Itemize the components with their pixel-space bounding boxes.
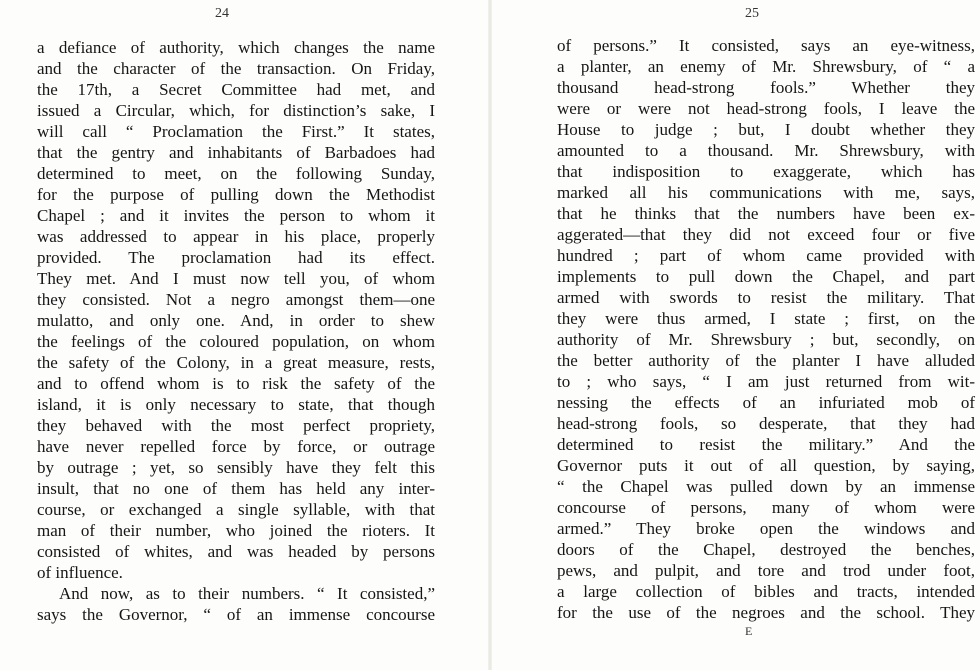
text-line: will call “ Proclamation the First.” It states, bbox=[37, 122, 435, 141]
text-line: that he thinks that the numbers have been ex- bbox=[557, 204, 975, 223]
text-line: “ the Chapel was pulled down by an immense bbox=[557, 477, 975, 496]
text-line: says the Governor, “ of an immense concourse bbox=[37, 605, 435, 624]
text-line: a planter, an enemy of Mr. Shrewsbury, of “ a bbox=[557, 57, 975, 76]
left-page-text bbox=[37, 37, 435, 625]
text-line: a large collection of bibles and tracts, intended bbox=[557, 582, 975, 601]
text-line: pews, and pulpit, and tore and trod under foot, bbox=[557, 561, 975, 580]
text-line: head-strong fools, so desperate, that they had bbox=[557, 414, 975, 433]
text-line: of influence. bbox=[37, 563, 123, 582]
text-line: aggerated—that they did not exceed four or five bbox=[557, 225, 975, 244]
text-line: insult, that no one of them has held any inter- bbox=[37, 479, 435, 498]
text-line: implements to pull down the Chapel, and part bbox=[557, 267, 975, 286]
text-line: House to judge ; but, I doubt whether they bbox=[557, 120, 975, 139]
text-line: determined to meet, on the following Sunday, bbox=[37, 164, 435, 183]
text-line: they behaved with the most perfect propriety, bbox=[37, 416, 435, 435]
text-line: mulatto, and only one. And, in order to shew bbox=[37, 311, 435, 330]
text-line: island, it is only necessary to state, that though bbox=[37, 395, 435, 414]
text-line: course, or exchanged a single syllable, with that bbox=[37, 500, 435, 519]
right-page-text bbox=[557, 35, 975, 623]
text-line: the safety of the Colony, in a great measure, rests, bbox=[37, 353, 435, 372]
text-line: Governor puts it out of all question, by saying, bbox=[557, 456, 975, 475]
text-line: that indisposition to exaggerate, which has bbox=[557, 162, 975, 181]
text-line: marked all his communications with me, says, bbox=[557, 183, 975, 202]
text-line: was addressed to appear in his place, properly bbox=[37, 227, 435, 246]
text-line: for the use of the negroes and the school. They bbox=[557, 603, 975, 622]
text-line: they consisted. Not a negro amongst them—one bbox=[37, 290, 435, 309]
signature-mark: E bbox=[745, 624, 753, 638]
text-line: doors of the Chapel, destroyed the benches, bbox=[557, 540, 975, 559]
text-line: armed.” They broke open the windows and bbox=[557, 519, 975, 538]
text-line: have never repelled force by force, or outrage bbox=[37, 437, 435, 456]
text-line: the 17th, a Secret Committee had met, and bbox=[37, 80, 435, 99]
text-line: provided. The proclamation had its effect. bbox=[37, 248, 435, 267]
text-line: the better authority of the planter I have alluded bbox=[557, 351, 975, 370]
text-line: determined to resist the military.” And the bbox=[557, 435, 975, 454]
text-line: by outrage ; yet, so sensibly have they felt this bbox=[37, 458, 435, 477]
text-line: a defiance of authority, which changes the name bbox=[37, 38, 435, 57]
text-line: And now, as to their numbers. “ It consisted,” bbox=[59, 584, 435, 603]
text-line: and to offend whom is to risk the safety of the bbox=[37, 374, 435, 393]
right-page bbox=[490, 0, 980, 670]
text-line: consisted of whites, and was headed by persons bbox=[37, 542, 435, 561]
text-line: authority of Mr. Shrewsbury ; but, secondly, on bbox=[557, 330, 975, 349]
text-line: were or were not head-strong fools, I leave the bbox=[557, 99, 975, 118]
left-page-number: 24 bbox=[215, 6, 229, 21]
text-line: They met. And I must now tell you, of whom bbox=[37, 269, 435, 288]
text-line: to ; who says, “ I am just returned from wit- bbox=[557, 372, 975, 391]
text-line: amounted to a thousand. Mr. Shrewsbury, with bbox=[557, 141, 975, 160]
text-line: nessing the effects of an infuriated mob of bbox=[557, 393, 975, 412]
text-line: hundred ; part of whom came provided with bbox=[557, 246, 975, 265]
text-line: armed with swords to resist the military. That bbox=[557, 288, 975, 307]
text-line: that the gentry and inhabitants of Barbadoes had bbox=[37, 143, 435, 162]
text-line: Chapel ; and it invites the person to whom it bbox=[37, 206, 435, 225]
text-line: issued a Circular, which, for distinction’s sake, I bbox=[37, 101, 435, 120]
right-page-number: 25 bbox=[745, 6, 759, 21]
text-line: concourse of persons, many of whom were bbox=[557, 498, 975, 517]
text-line: the feelings of the coloured population, on whom bbox=[37, 332, 435, 351]
text-line: and the character of the transaction. On Friday, bbox=[37, 59, 435, 78]
text-line: they were thus armed, I state ; first, on the bbox=[557, 309, 975, 328]
text-line: man of their number, who joined the rioters. It bbox=[37, 521, 435, 540]
text-line: of persons.” It consisted, says an eye-witness, bbox=[557, 36, 975, 55]
text-line: for the purpose of pulling down the Methodist bbox=[37, 185, 435, 204]
text-line: thousand head-strong fools.” Whether they bbox=[557, 78, 975, 97]
